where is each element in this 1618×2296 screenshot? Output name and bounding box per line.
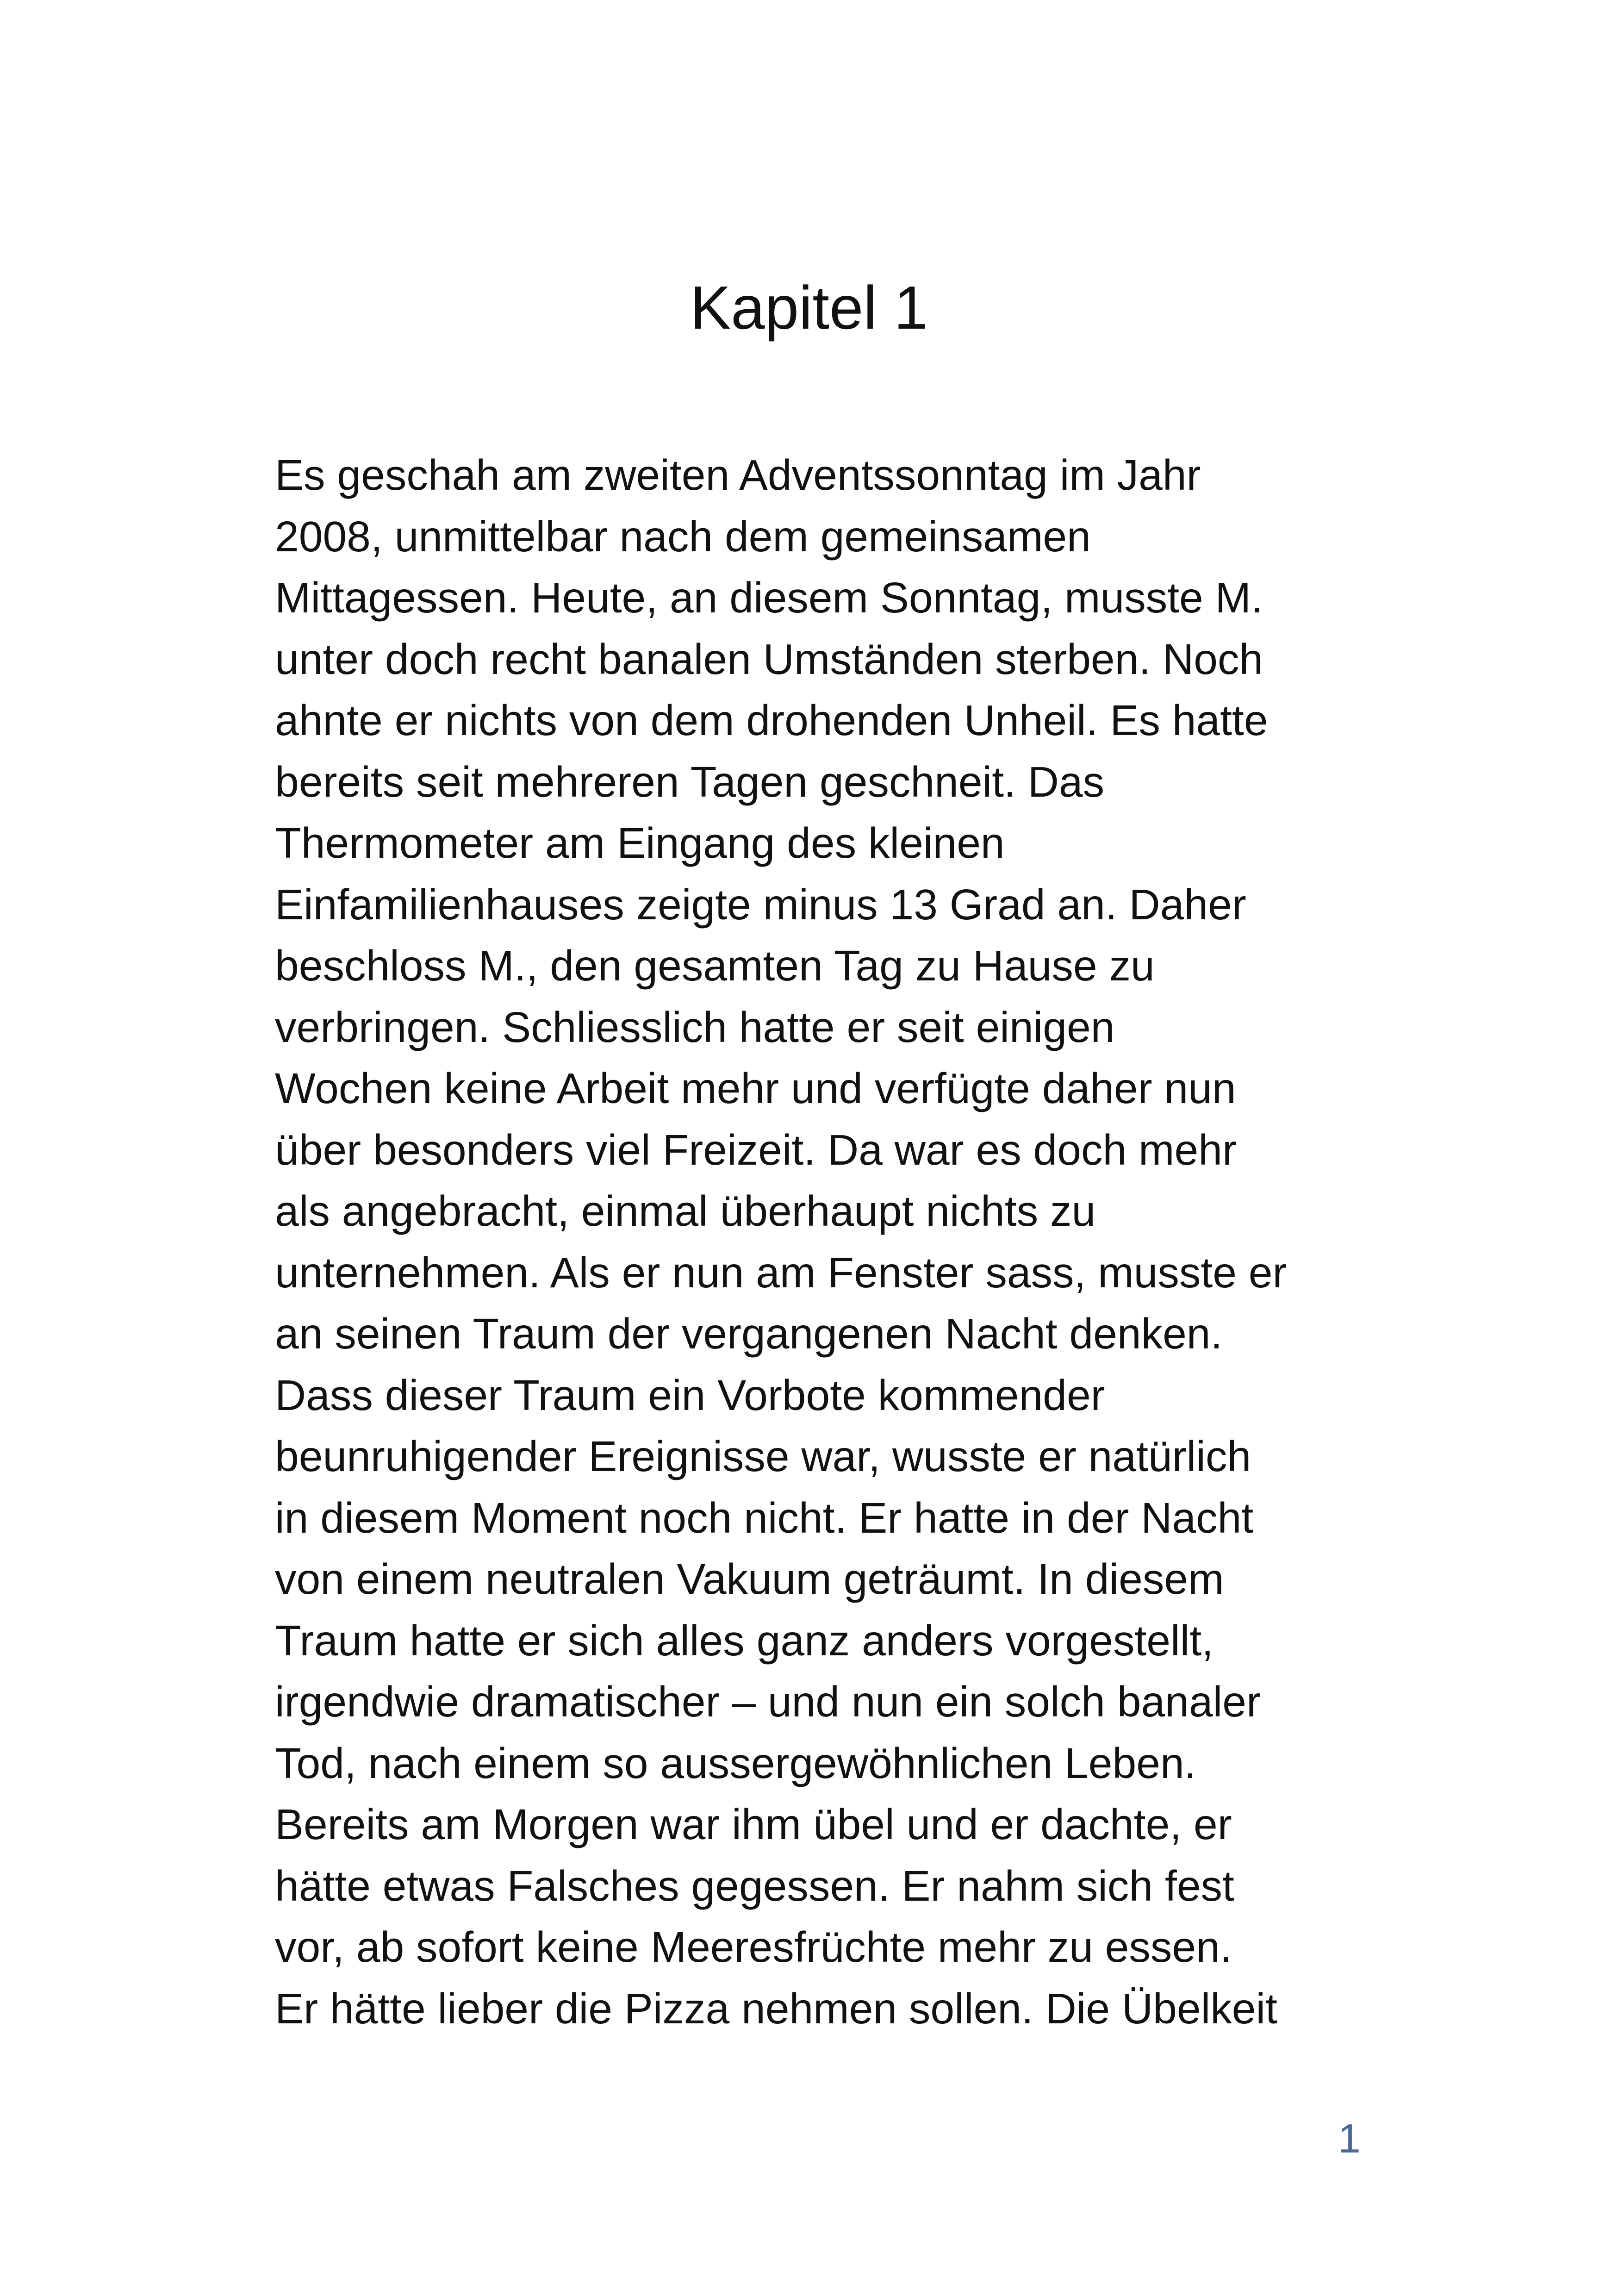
page-number: 1 xyxy=(1338,2115,1361,2161)
text-line: Tod, nach einem so aussergewöhnlichen Leben. xyxy=(275,1739,1196,1787)
text-line: von einem neutralen Vakuum geträumt. In diesem xyxy=(275,1555,1224,1603)
body-paragraph xyxy=(275,444,1404,2039)
text-line: verbringen. Schliesslich hatte er seit einigen xyxy=(275,1003,1115,1051)
text-line: Thermometer am Eingang des kleinen xyxy=(275,819,1005,867)
text-line: Er hätte lieber die Pizza nehmen sollen. Die Übelkeit xyxy=(275,1984,1277,2033)
text-line: beunruhigender Ereignisse war, wusste er natürlich xyxy=(275,1432,1251,1480)
text-line: ahnte er nichts von dem drohenden Unheil. Es hatte xyxy=(275,696,1268,744)
text-line: vor, ab sofort keine Meeresfrüchte mehr zu essen. xyxy=(275,1923,1232,1971)
text-line: Bereits am Morgen war ihm übel und er dachte, er xyxy=(275,1800,1232,1848)
text-line: Wochen keine Arbeit mehr und verfügte daher nun xyxy=(275,1064,1236,1112)
text-line: Einfamilienhauses zeigte minus 13 Grad an. Daher xyxy=(275,880,1246,929)
text-line: als angebracht, einmal überhaupt nichts zu xyxy=(275,1187,1096,1235)
text-line: Mittagessen. Heute, an diesem Sonntag, musste M. xyxy=(275,574,1263,622)
text-line: Traum hatte er sich alles ganz anders vorgestellt, xyxy=(275,1616,1214,1665)
chapter-title: Kapitel 1 xyxy=(690,274,928,342)
text-line: unternehmen. Als er nun am Fenster sass, musste er xyxy=(275,1248,1287,1297)
text-line: in diesem Moment noch nicht. Er hatte in der Nacht xyxy=(275,1493,1254,1542)
text-line: 2008, unmittelbar nach dem gemeinsamen xyxy=(275,512,1091,561)
text-line: beschloss M., den gesamten Tag zu Hause zu xyxy=(275,942,1155,990)
text-line: bereits seit mehreren Tagen geschneit. Das xyxy=(275,757,1105,806)
text-line: über besonders viel Freizeit. Da war es doch mehr xyxy=(275,1125,1237,1174)
text-line: hätte etwas Falsches gegessen. Er nahm sich fest xyxy=(275,1861,1234,1910)
text-line: irgendwie dramatischer – und nun ein solch banaler xyxy=(275,1678,1261,1726)
text-line: an seinen Traum der vergangenen Nacht denken. xyxy=(275,1310,1223,1358)
text-line: Dass dieser Traum ein Vorbote kommender xyxy=(275,1371,1105,1419)
text-line: Es geschah am zweiten Adventssonntag im Jahr xyxy=(275,451,1201,499)
text-line: unter doch recht banalen Umständen sterben. Noch xyxy=(275,635,1263,683)
